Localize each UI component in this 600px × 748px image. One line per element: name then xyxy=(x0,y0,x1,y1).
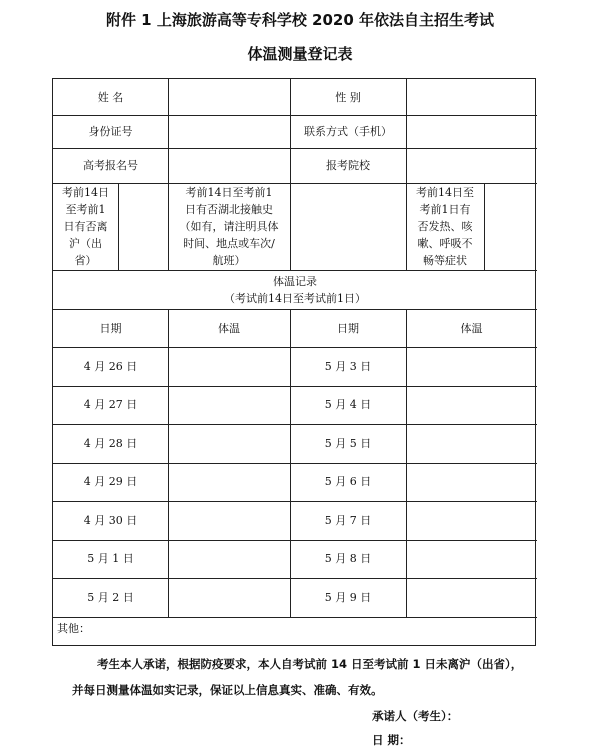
exam-number-label: 高考报名号 xyxy=(83,159,138,172)
temperature-cell[interactable] xyxy=(406,578,537,617)
hubei-contact-answer-cell[interactable] xyxy=(290,183,406,270)
temperature-cell[interactable] xyxy=(168,386,290,425)
temperature-cell[interactable] xyxy=(168,501,290,540)
school-label: 报考院校 xyxy=(326,159,370,172)
temperature-cell[interactable] xyxy=(168,347,290,386)
gender-label: 性 别 xyxy=(335,90,361,104)
id-number-label: 身份证号 xyxy=(88,125,133,138)
contact-label: 联系方式（手机） xyxy=(304,125,392,138)
signer-label: 承诺人（考生）： xyxy=(372,709,459,723)
record-date: 5 月 5 日 xyxy=(324,436,372,450)
symptoms-answer-cell[interactable] xyxy=(484,183,537,270)
name-label: 姓 名 xyxy=(97,90,124,104)
record-date: 4 月 26 日 xyxy=(83,359,138,373)
record-row-7 xyxy=(52,539,536,578)
symptoms-question: 考前14日至 考前1日有 否发热、咳 嗽、呼吸不 畅等症状 xyxy=(416,186,474,267)
pledge-line-1: 考生本人承诺，根据防疫要求，本人自考试前 14 日至考试前 1 日未离沪（出省）， xyxy=(97,657,523,671)
document-subtitle: 体温测量登记表 xyxy=(247,45,353,63)
record-date: 5 月 1 日 xyxy=(87,552,134,566)
column-header-date: 日期 xyxy=(337,321,359,335)
record-date: 5 月 7 日 xyxy=(324,513,372,527)
column-header-date: 日期 xyxy=(99,321,122,335)
pledge-line-2: 并每日测量体温如实记录，保证以上信息真实、准确、有效。 xyxy=(72,683,383,697)
record-date: 5 月 2 日 xyxy=(87,590,134,604)
temperature-cell[interactable] xyxy=(406,347,537,386)
left-shanghai-answer-cell[interactable] xyxy=(118,183,168,270)
column-header-temperature: 体温 xyxy=(460,321,483,335)
hubei-contact-question: 考前14日至考前1 日有否湖北接触史 （如有，请注明具体 时间、地点或车次/ 航班） xyxy=(179,186,279,267)
column-header-temperature: 体温 xyxy=(218,321,240,335)
name-value-cell[interactable] xyxy=(168,79,290,115)
temperature-cell[interactable] xyxy=(168,463,290,502)
gender-value-cell[interactable] xyxy=(406,79,537,115)
record-date: 4 月 27 日 xyxy=(83,398,138,412)
record-date: 5 月 9 日 xyxy=(324,590,372,604)
record-date: 5 月 6 日 xyxy=(324,475,372,489)
record-date: 4 月 28 日 xyxy=(83,436,138,450)
school-value-cell[interactable] xyxy=(406,148,537,183)
contact-value-cell[interactable] xyxy=(406,115,537,148)
temperature-cell[interactable] xyxy=(406,501,537,540)
record-date: 5 月 8 日 xyxy=(324,552,372,566)
record-date: 5 月 3 日 xyxy=(324,359,372,373)
record-date: 4 月 30 日 xyxy=(83,513,138,527)
document-title: 附件 1 上海旅游高等专科学校 2020 年依法自主招生考试 xyxy=(105,11,495,29)
temperature-record-title: 体温记录 xyxy=(273,274,317,288)
temperature-cell[interactable] xyxy=(406,424,537,463)
temperature-record-range: （考试前14日至考试前1日） xyxy=(224,291,366,305)
other-notes-label: 其他： xyxy=(57,621,90,635)
date-label: 日 期： xyxy=(372,733,411,747)
id-number-value-cell[interactable] xyxy=(168,115,290,148)
temperature-cell[interactable] xyxy=(406,463,537,502)
record-date: 5 月 4 日 xyxy=(324,398,372,412)
exam-number-value-cell[interactable] xyxy=(168,148,290,183)
record-date: 4 月 29 日 xyxy=(83,475,138,489)
temperature-cell[interactable] xyxy=(168,578,290,617)
temperature-cell[interactable] xyxy=(406,386,537,425)
left-shanghai-question: 考前14日 至考前1 日有否离 沪（出 省） xyxy=(62,186,109,267)
temperature-record-header xyxy=(53,270,537,309)
temperature-cell[interactable] xyxy=(168,424,290,463)
